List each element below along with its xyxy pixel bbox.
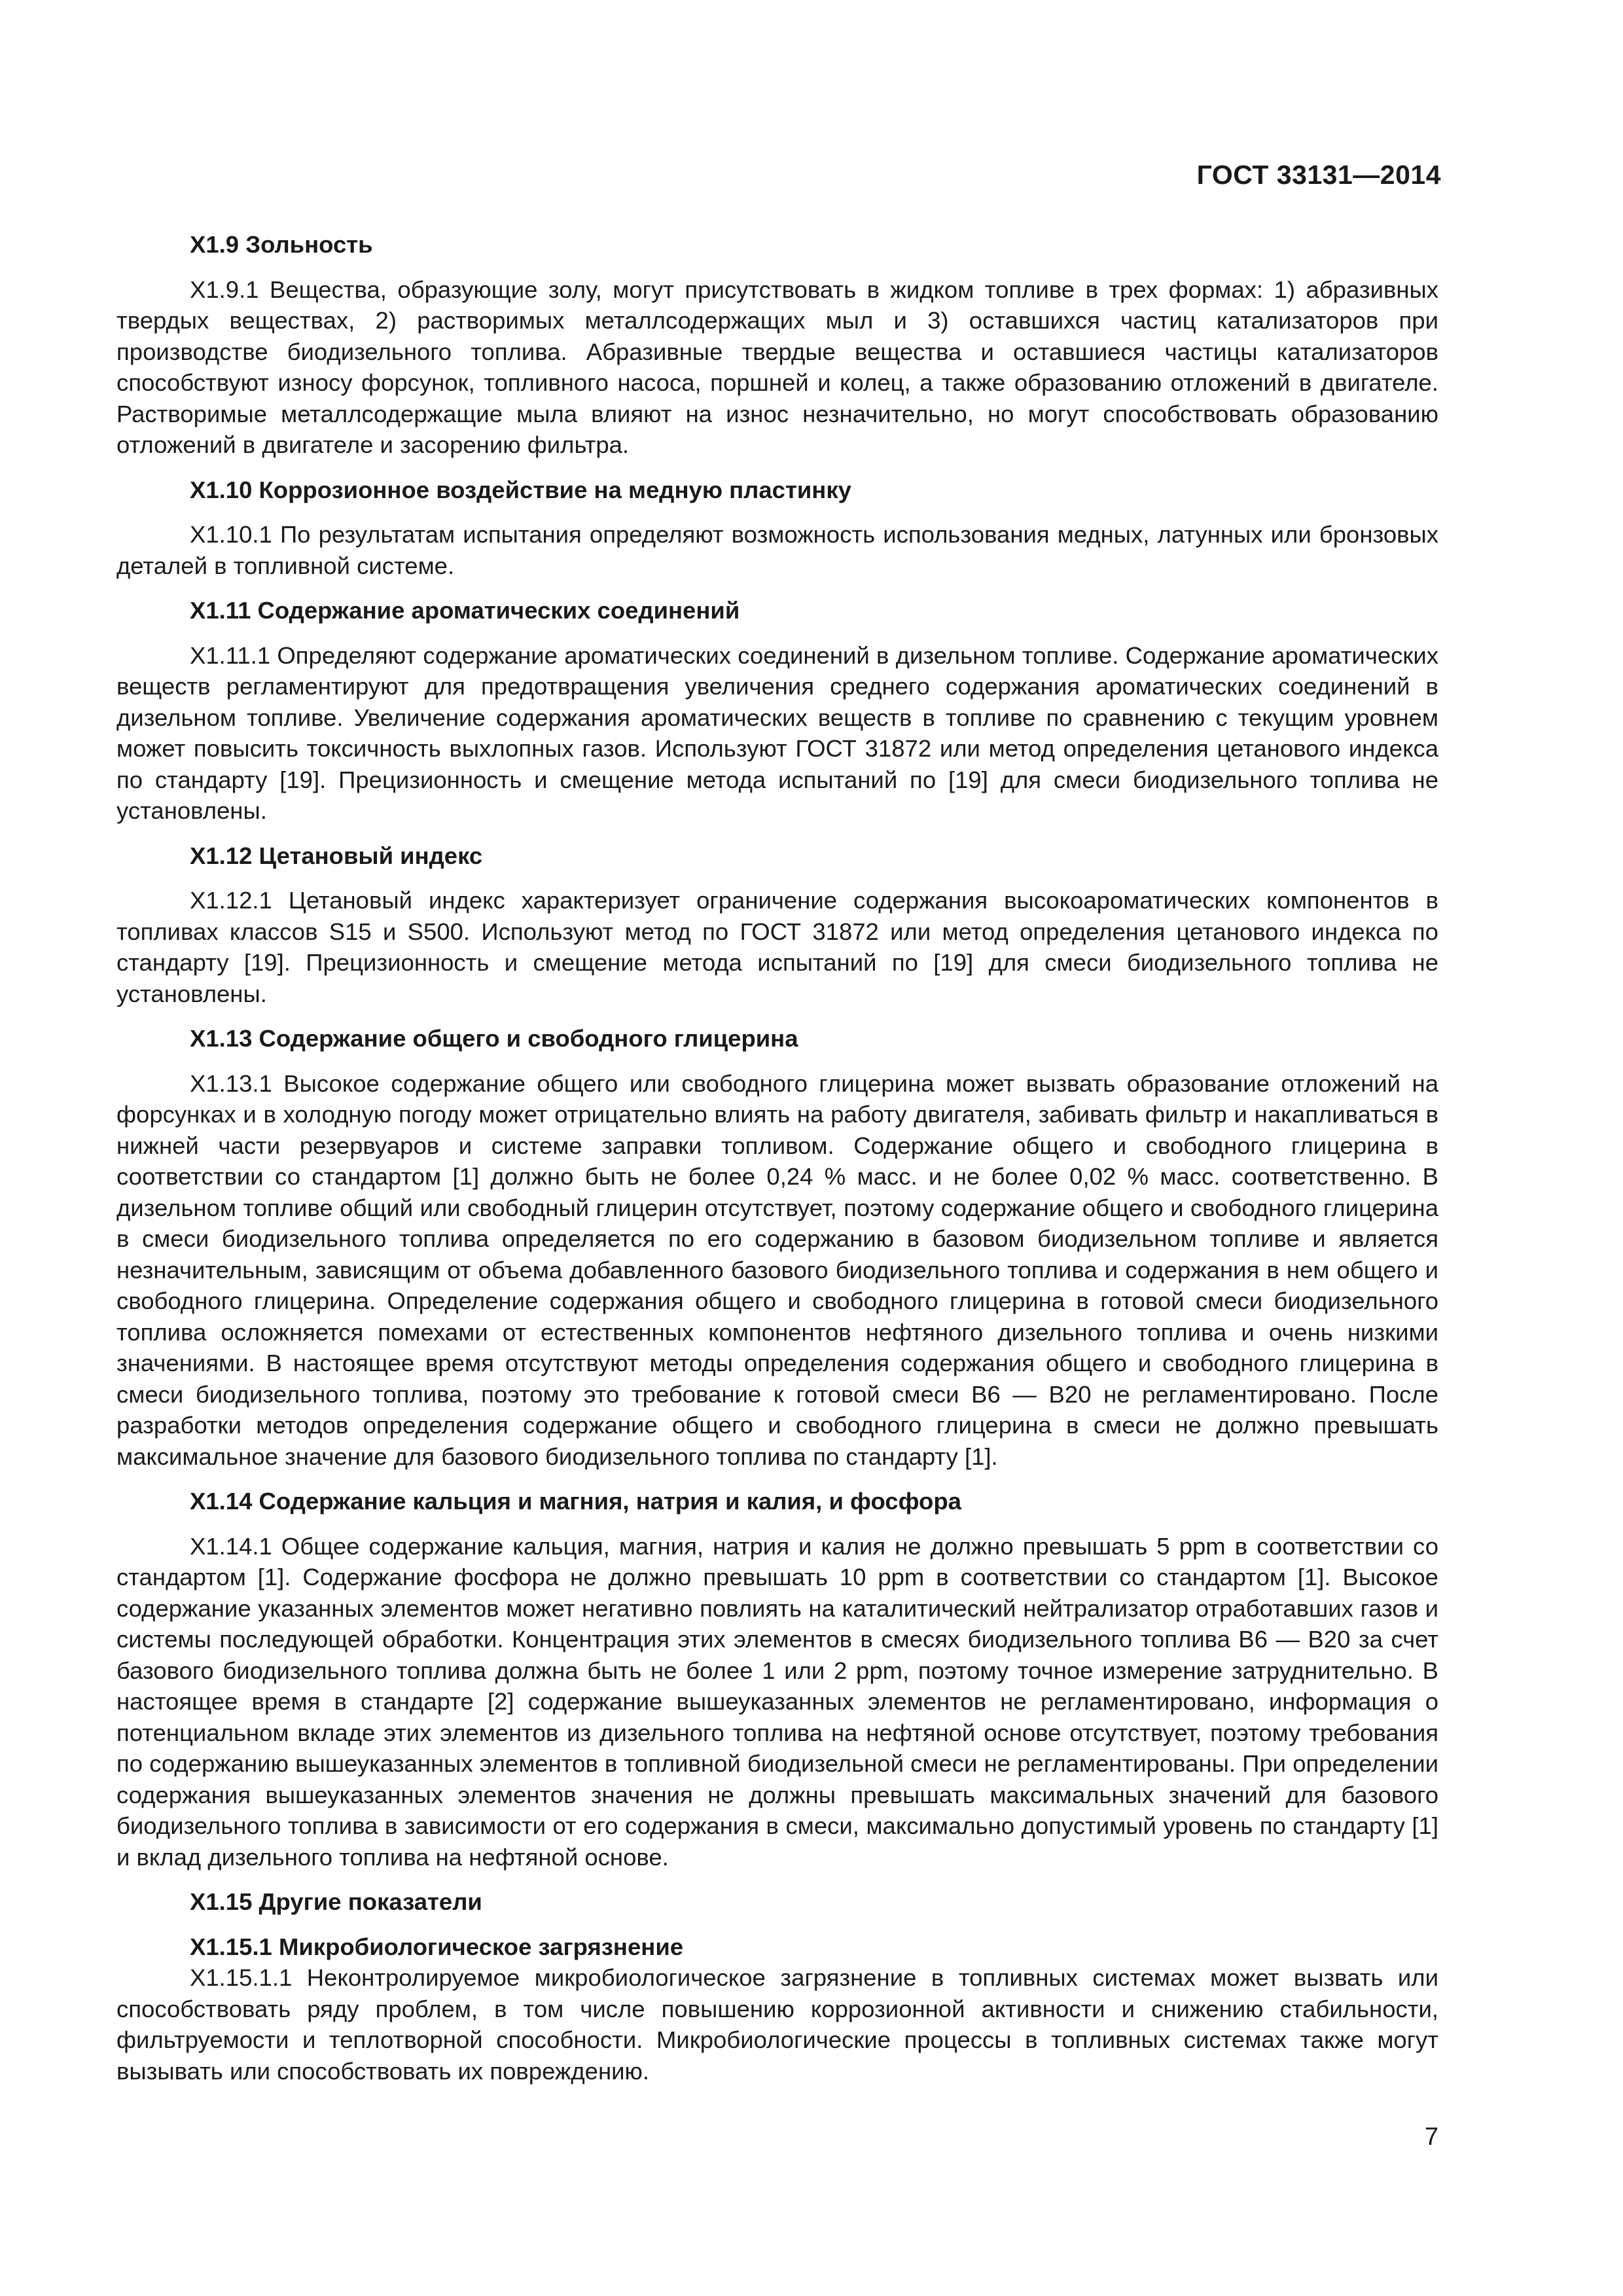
paragraph: Х1.11.1 Определяют содержание ароматических соединений в дизельном топливе. Содержание ароматических веществ регламентируют для предотвращения увеличения среднего содержания ароматических соединений в дизельном топливе. Увеличение содержания ароматических веществ в топливе по сравнению с текущим уровнем может повысить токсичность выхлопных газов. Используют ГОСТ 31872 или метод определения цетанового индекса по стандарту [19]. Прецизионность и смещение метода испытаний по [19] для смеси биодизельного топлива не установлены. [116, 641, 1438, 824]
paragraph: Х1.10.1 По результатам испытания определяют возможность использования медных, латунных или бронзовых деталей в топливной системе. [116, 521, 1438, 579]
document-code: ГОСТ 33131—2014 [1196, 160, 1441, 190]
section-heading: Х1.13 Содержание общего и свободного глицерина [190, 1025, 798, 1052]
paragraph: Х1.9.1 Вещества, образующие золу, могут присутствовать в жидком топливе в трех формах: 1) абразивных твердых веществах, 2) растворимых металлсодержащих мыл и 3) оставшихся частиц катализаторов при производстве биодизельного топлива. Абразивные твердые вещества и оставшиеся частицы катализаторов способствуют износу форсунок, топливного насоса, поршней и колец, а также образованию отложений в двигателе. Растворимые металлсодержащие мыла влияют на износ незначительно, но могут способствовать образованию отложений в двигателе и засорению фильтра. [116, 276, 1438, 458]
section-heading: Х1.15 Другие показатели [190, 1888, 482, 1915]
section-heading: Х1.9 Зольность [190, 231, 373, 258]
section-heading: Х1.11 Содержание ароматических соединений [190, 597, 740, 624]
subsection-heading: Х1.15.1 Микробиологическое загрязнение [190, 1933, 684, 1960]
paragraph: Х1.14.1 Общее содержание кальция, магния, натрия и калия не должно превышать 5 ppm в соответствии со стандартом [1]. Содержание фосфора не должно превышать 10 ppm в соответствии со стандартом [1]. Высокое содержание указанных элементов может негативно повлиять на каталитический нейтрализатор отработавших газов и системы последующей обработки. Концентрация этих элементов в смесях биодизельного топлива В6 — В20 за счет базового биодизельного топлива должна быть не более 1 или 2 ppm, поэтому точное измерение затруднительно. В настоящее время в стандарте [2] содержание вышеуказанных элементов не регламентировано, информация о потенциальном вкладе этих элементов из дизельного топлива на нефтяной основе отсутствует, поэтому требования по содержанию вышеуказанных элементов в топливной биодизельной смеси не регламентированы. При определении содержания вышеуказанных элементов значения не должны превышать максимальных значений для базового биодизельного топлива в зависимости от его содержания в смеси, максимально допустимый уровень по стандарту [1] и вклад дизельного топлива на нефтяной основе. [116, 1532, 1438, 1871]
section-heading: Х1.14 Содержание кальция и магния, натрия и калия, и фосфора [190, 1488, 961, 1515]
section-heading: Х1.12 Цетановый индекс [190, 842, 483, 869]
paragraph: Х1.15.1.1 Неконтролируемое микробиологическое загрязнение в топливных системах может вызвать или способствовать ряду проблем, в том числе повышению коррозионной активности и снижению стабильности, фильтруемости и теплотворной способности. Микробиологические процессы в топливных системах также могут вызывать или способствовать их повреждению. [116, 1964, 1438, 2085]
paragraph: Х1.12.1 Цетановый индекс характеризует ограничение содержания высокоароматических компонентов в топливах классов S15 и S500. Используют метод по ГОСТ 31872 или метод определения цетанового индекса по стандарту [19]. Прецизионность и смещение метода испытаний по [19] для смеси биодизельного топлива не установлены. [116, 887, 1438, 1007]
section-heading: Х1.10 Коррозионное воздействие на медную пластинку [190, 476, 851, 503]
document-body [116, 229, 1438, 2087]
page-number: 7 [1424, 2123, 1438, 2151]
paragraph: Х1.13.1 Высокое содержание общего или свободного глицерина может вызвать образование отложений на форсунках и в холодную погоду может отрицательно влиять на работу двигателя, забивать фильтр и накапливаться в нижней части резервуаров и системе заправки топливом. Содержание общего и свободного глицерина в соответствии со стандартом [1] должно быть не более 0,24 % масс. и не более 0,02 % масс. соответственно. В дизельном топливе общий или свободный глицерин отсутствует, поэтому содержание общего и свободного глицерина в смеси биодизельного топлива определяется по его содержанию в базовом биодизельном топливе и является незначительным, зависящим от объема добавленного базового биодизельного топлива и содержания в нем общего и свободного глицерина. Определение содержания общего и свободного глицерина в готовой смеси биодизельного топлива осложняется помехами от естественных компонентов нефтяного дизельного топлива и очень низкими значениями. В настоящее время отсутствуют методы определения содержания общего и свободного глицерина в смеси биодизельного топлива, поэтому это требование к готовой смеси В6 — В20 не регламентировано. После разработки методов определения содержание общего и свободного глицерина в смеси не должно превышать максимальное значение для базового биодизельного топлива по стандарту [1]. [116, 1069, 1438, 1470]
